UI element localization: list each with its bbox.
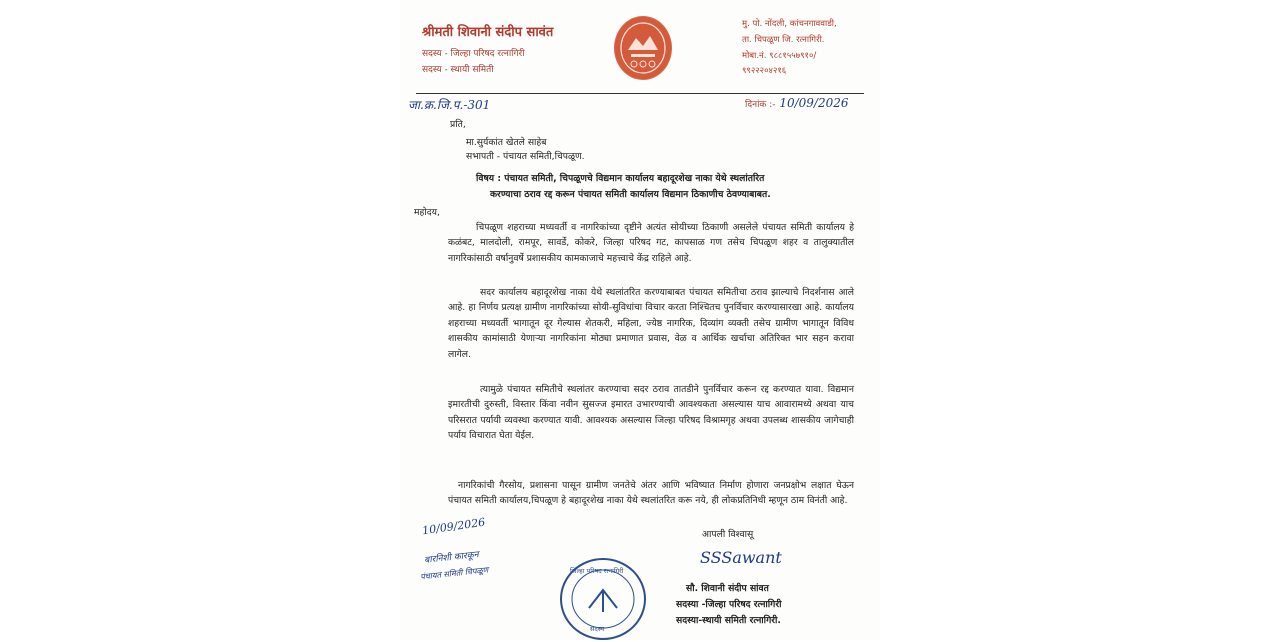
signature: SSSawant (700, 548, 782, 567)
letterhead-divider (416, 93, 864, 94)
letterhead-mobile-1: मोबा.नं. ९८८१५५७९१०/ (742, 51, 817, 61)
body-paragraph-1: चिपळूण शहराच्या मध्यवर्ती व नागरिकांच्या दृष्टीने अत्यंत सोयीच्या ठिकाणी असलेले पंचायत समिती कार्यालय हे कळंबट, मालदोली, रामपूर, सावर्डे, कोकरे, जिल्हा परिषद गट, कापसाळ गण तसेच चिपळूण शहर व तालुक्यातील नागरिकांसाठी वर्षानुवर्षे प्रशासकीय कामकाजाचे महत्त्वाचे केंद्र राहिले आहे. (448, 222, 854, 264)
date-label: दिनांक :- (745, 100, 776, 110)
recipient-post: सभापती - पंचायत समिती,चिपळूण. (466, 151, 585, 162)
signatory-role-1: सदस्या -जिल्हा परिषद रत्नागिरी (676, 599, 782, 610)
subject-line-1: विषय : पंचायत समिती, चिपळूणचे विद्यमान कार्यालय बहादूरशेख नाका येथे स्थलांतरित (476, 173, 765, 184)
body-paragraph-2: सदर कार्यालय बहादूरशेख नाका येथे स्थलांतरित करण्याबाबत पंचायत समितीचा ठराव झाल्याचे निदर्शनास आले आहे. हा निर्णय प्रत्यक्ष ग्रामीण नागरिकांच्या सोयी-सुविधांचा विचार करता निश्चितच पुनर्विचार करण्यासारखा आहे. कार्यालय शहराच्या मध्यवर्ती भागातून दूर गेल्यास शेतकरी, महिला, ज्येष्ठ नागरिक, दिव्यांग व्यक्ती तसेच ग्रामीण भागातून विविध शासकीय कामांसाठी येणाऱ्या नागरिकांना मोठ्या प्रमाणात प्रवास, वेळ व आर्थिक खर्चाचा अतिरिक्त भार सहन करावा लागेल. (448, 287, 854, 360)
signatory-name: सौ. शिवानी संदीप सांवत (686, 583, 769, 594)
salutation: महोदय, (414, 207, 440, 218)
inward-stamp-line-1: बारनिशी कारकून (423, 550, 480, 566)
letterhead-address-1: मु. पो. नोंदली, कांचनगाववाडी, (742, 19, 837, 29)
recipient-name: मा.सुर्यकांत खेतले साहेब (466, 137, 547, 148)
zilla-parishad-emblem (614, 16, 672, 80)
seal-text-bottom: सदस्य (590, 625, 605, 633)
letterhead-role-2: सदस्य - स्थायी समिती (422, 65, 494, 75)
inward-stamp-date: 10/09/2026 (421, 515, 487, 538)
letterhead-mobile-2: ९९२२२०४२१६ (742, 66, 787, 76)
body-paragraph-4: नागरिकांची गैरसोय, प्रशासना पासून ग्रामीण जनतेचे अंतर आणि भविष्यात निर्माण होणारा जनप्रक्षोभ लक्षात घेऊन पंचायत समिती कार्यालय,चिपळूण हे बहादूरशेख नाका येथे स्थलांतरित करू नये, ही लोकप्रतिनिधी म्हणून ठाम विनंती आहे. (448, 480, 854, 507)
letterhead-name: श्रीमती शिवानी संदीप सावंत (422, 25, 554, 40)
subject-line-2: करण्याचा ठराव रद्द करून पंचायत समिती कार्यालय विद्यमान ठिकाणीच ठेवण्याबाबत. (490, 189, 771, 200)
signatory-role-2: सदस्या-स्थायी समिती रत्नागिरी. (676, 615, 781, 626)
letterhead-address-2: ता. चिपळूण जि. रत्नागिरी. (742, 35, 825, 45)
inward-stamp-line-2: पंचायत समिती चिपळूण (419, 565, 489, 582)
seal-text-top: जिल्हा परिषद रत्नागिरी (570, 567, 624, 575)
date-value: 10/09/2026 (779, 96, 849, 110)
closing: आपली विश्वासू (702, 529, 754, 540)
date-block (745, 96, 849, 110)
letter-page (400, 0, 880, 640)
to-label: प्रति, (450, 119, 466, 130)
reference-number: जा.क्र.जि.प.-301 (408, 98, 491, 112)
body-paragraph-3: त्यामुळे पंचायत समितीचे स्थलांतर करण्याचा सदर ठराव तातडीने पुनर्विचार करून रद्द करण्यात यावा. विद्यमान इमारतीची दुरुस्ती, विस्तार किंवा नवीन सुसज्ज इमारत उभारण्याची आवश्यकता असल्यास याच आवारामध्ये अथवा याच परिसरात पर्यायी व्यवस्था करण्यात यावी. आवश्यक असल्यास जिल्हा परिषद विश्रामगृह अथवा उपलब्ध शासकीय जागेचाही पर्याय विचारात घेता येईल. (448, 384, 854, 442)
letterhead-role-1: सदस्य - जिल्हा परिषद रत्नागिरी (422, 49, 525, 59)
